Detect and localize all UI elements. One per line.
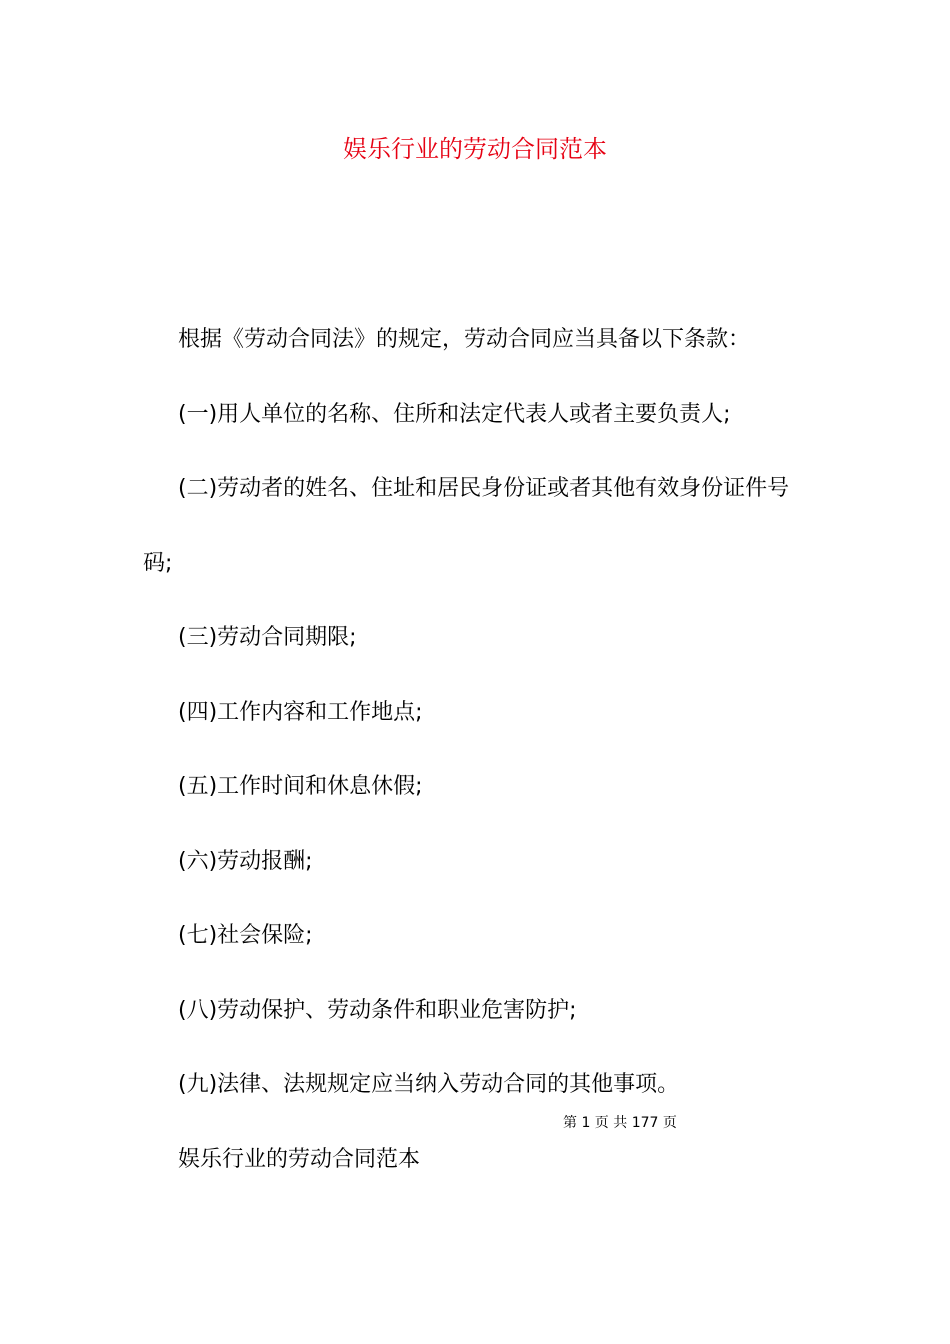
clause-7: (七)社会保险; (178, 923, 313, 948)
page-title: 娱乐行业的劳动合同范本 (343, 135, 607, 163)
intro-paragraph: 根据《劳动合同法》的规定，劳动合同应当具备以下条款： (178, 327, 751, 352)
clause-1: (一)用人单位的名称、住所和法定代表人或者主要负责人; (178, 402, 731, 427)
clause-2-continued: 码; (143, 551, 173, 576)
page-footer: 第 1 页 共 177 页 (563, 1115, 677, 1131)
clause-8: (八)劳动保护、劳动条件和职业危害防护; (178, 998, 577, 1023)
clause-5: (五)工作时间和休息休假; (178, 774, 423, 799)
clause-6: (六)劳动报酬; (178, 849, 313, 874)
clause-2: (二)劳动者的姓名、住址和居民身份证或者其他有效身份证件号 (178, 476, 790, 501)
next-page-heading: 娱乐行业的劳动合同范本 (178, 1147, 421, 1172)
clause-4: (四)工作内容和工作地点; (178, 700, 423, 725)
clause-3: (三)劳动合同期限; (178, 625, 357, 650)
clause-9: (九)法律、法规规定应当纳入劳动合同的其他事项。 (178, 1072, 680, 1097)
